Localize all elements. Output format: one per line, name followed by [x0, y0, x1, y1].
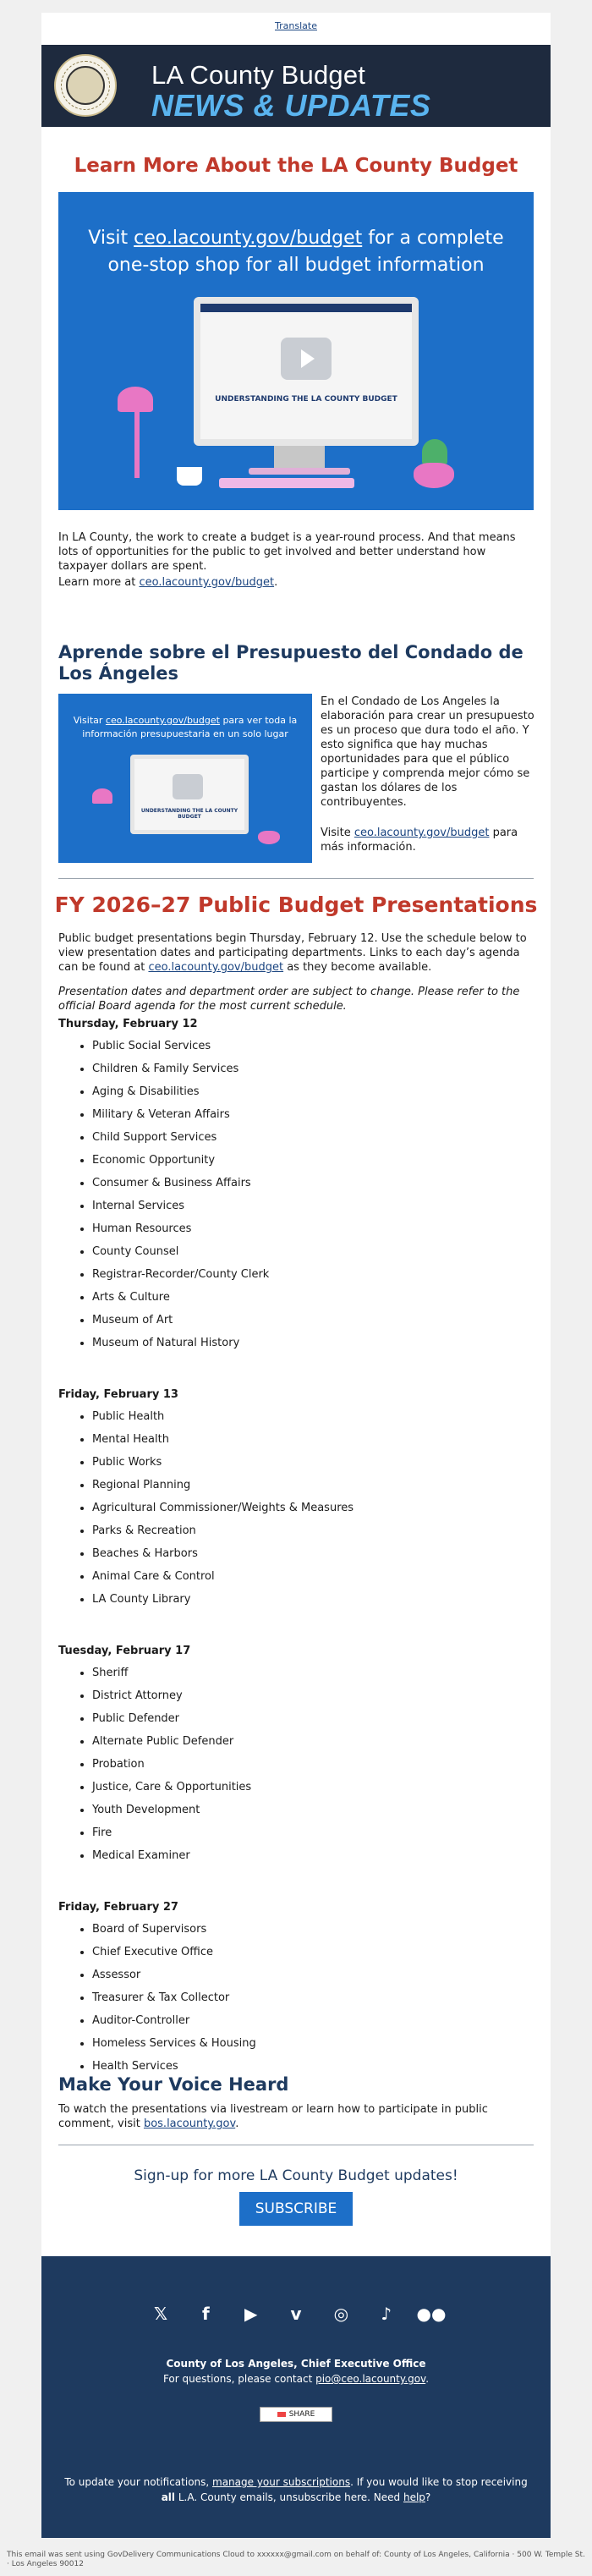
department-item: • Chief Executive Office: [92, 1941, 256, 1964]
budget-hero-image[interactable]: [58, 192, 534, 510]
section1-paragraph: In LA County, the work to create a budget is a year-round process. And that means lots of opportunities for the public to get involved and better understand how taxpayer dollars are spent.: [58, 531, 516, 573]
hero-line-1: Visit ceo.lacounty.gov/budget for a complete: [88, 228, 504, 249]
department-item: • Board of Supervisors: [92, 1918, 256, 1941]
department-item: • Assessor: [92, 1964, 256, 1986]
department-item: • Animal Care & Control: [92, 1565, 354, 1588]
signup-text: Sign-up for more LA County Budget updates!: [134, 2167, 458, 2184]
presentations-note: Presentation dates and department order are subject to change. Please refer to the official Board agenda for the most current schedule.: [58, 986, 520, 1013]
department-item: • Agricultural Commissioner/Weights & Measures: [92, 1497, 354, 1519]
day-list: [58, 1918, 256, 2078]
department-item: • District Attorney: [92, 1684, 251, 1707]
spanish-paragraph: En el Condado de Los Angeles la elaboración para crear un presupuesto es un proceso que dura todo el año. Y esto significa que hay muchas oportunidades para que el público participe y comprenda mejor cómo se gastan los dólares de los contribuyentes.: [321, 695, 534, 809]
section-title-voice: Make Your Voice Heard: [58, 2074, 289, 2095]
presentations-agenda-link[interactable]: ceo.lacounty.gov/budget: [148, 961, 284, 974]
lamp-arm: [134, 410, 140, 478]
bos-link[interactable]: bos.lacounty.gov: [143, 2117, 236, 2130]
department-item: • Museum of Art: [92, 1309, 269, 1332]
section-title-presentations: FY 2026–27 Public Budget Presentations: [54, 893, 538, 917]
department-item: • Human Resources: [92, 1217, 269, 1240]
monitor-stand: [274, 446, 325, 470]
spanish-image-link[interactable]: ceo.lacounty.gov/budget: [105, 715, 220, 726]
department-item: • Sheriff: [92, 1661, 251, 1684]
header-title: LA County Budget: [151, 60, 366, 90]
day-list: [58, 1035, 269, 1354]
instagram-icon[interactable]: ◎: [333, 2304, 349, 2324]
footer-questions: For questions, please contact pio@ceo.lacounty.gov.: [162, 2373, 430, 2385]
play-icon: [281, 338, 332, 380]
department-item: • Consumer & Business Affairs: [92, 1172, 269, 1195]
tiktok-icon[interactable]: ♪: [381, 2304, 392, 2324]
share-icon: [277, 2412, 286, 2417]
x-icon[interactable]: 𝕏: [153, 2304, 168, 2324]
department-item: • Treasurer & Tax Collector: [92, 1986, 256, 2009]
department-item: • Homeless Services & Housing: [92, 2032, 256, 2055]
department-item: • Registrar-Recorder/County Clerk: [92, 1263, 269, 1286]
manage-subscriptions-link[interactable]: manage your subscriptions: [212, 2476, 351, 2488]
learn-more-line: Learn more at ceo.lacounty.gov/budget.: [58, 576, 278, 589]
presentations-intro: Public budget presentations begin Thursday, February 12. Use the schedule below to view presentation dates and participating departments. Links to each day’s agenda can be found at ceo.lacounty.gov/budget as they become available.: [58, 932, 527, 974]
department-item: • Auditor-Controller: [92, 2009, 256, 2032]
department-item: • Parks & Recreation: [92, 1519, 354, 1542]
spanish-budget-image[interactable]: [58, 694, 312, 863]
pio-email-link[interactable]: pio@ceo.lacounty.gov: [315, 2373, 426, 2385]
day-heading: Thursday, February 12: [58, 1018, 198, 1030]
learn-more-link[interactable]: ceo.lacounty.gov/budget: [139, 576, 275, 589]
translate-container: [41, 20, 551, 31]
header-subtitle: NEWS & UPDATES: [151, 88, 431, 123]
footer-subscription-text: To update your notifications, manage your subscriptions. If you would like to stop receiving all L.A. County emails, unsubscribe here. Need help?: [64, 2476, 528, 2503]
mini-monitor-caption: UNDERSTANDING THE LA COUNTY BUDGET: [140, 808, 238, 820]
monitor-base: [249, 468, 350, 475]
flickr-icon[interactable]: ●●: [416, 2304, 447, 2324]
day-heading: Tuesday, February 17: [58, 1645, 191, 1657]
department-item: • Regional Planning: [92, 1474, 354, 1497]
department-item: • Medical Examiner: [92, 1844, 251, 1867]
hero-link[interactable]: ceo.lacounty.gov/budget: [134, 228, 363, 249]
department-item: • Alternate Public Defender: [92, 1730, 251, 1753]
mini-lamp-icon: [92, 788, 112, 804]
plant-pot: [414, 463, 454, 488]
spanish-visit-link[interactable]: ceo.lacounty.gov/budget: [354, 827, 490, 839]
facebook-icon[interactable]: f: [201, 2304, 210, 2324]
department-item: • Economic Opportunity: [92, 1149, 269, 1172]
county-seal-icon: [54, 54, 117, 117]
department-item: • Aging & Disabilities: [92, 1080, 269, 1103]
day-heading: Friday, February 27: [58, 1901, 178, 1914]
mini-play-icon: [173, 774, 203, 799]
share-button[interactable]: [260, 2407, 332, 2422]
department-item: • Beaches & Harbors: [92, 1542, 354, 1565]
mini-plant-icon: [258, 831, 280, 844]
department-item: • County Counsel: [92, 1240, 269, 1263]
hero-line-2: one-stop shop for all budget information: [107, 255, 485, 276]
voice-paragraph: To watch the presentations via livestream or learn how to participate in public comment, visit bos.lacounty.gov.: [58, 2103, 488, 2130]
email-header-banner: [41, 45, 551, 127]
section-title-learn-more: Learn More About the LA County Budget: [74, 155, 518, 177]
day-heading: Friday, February 13: [58, 1388, 178, 1401]
footer-org: County of Los Angeles, Chief Executive Office: [166, 2358, 426, 2370]
department-item: • Health Services: [92, 2055, 256, 2078]
spanish-image-text: Visitar ceo.lacounty.gov/budget para ver toda la información presupuestaria en un solo lugar: [73, 715, 298, 739]
department-item: • Child Support Services: [92, 1126, 269, 1149]
section-title-spanish: Aprende sobre el Presupuesto del Condado de Los Ángeles: [58, 642, 523, 684]
department-item: • Children & Family Services: [92, 1057, 269, 1080]
department-item: • Probation: [92, 1753, 251, 1776]
department-item: • Internal Services: [92, 1195, 269, 1217]
department-item: • Youth Development: [92, 1799, 251, 1821]
help-link[interactable]: help: [403, 2491, 425, 2503]
footer: [41, 2256, 551, 2538]
youtube-icon[interactable]: ▶: [244, 2304, 258, 2324]
department-item: • Public Health: [92, 1405, 354, 1428]
department-item: • Public Works: [92, 1451, 354, 1474]
department-item: • Mental Health: [92, 1428, 354, 1451]
translate-link[interactable]: Translate: [275, 20, 317, 31]
monitor-illustration: [194, 297, 419, 446]
subscribe-button[interactable]: SUBSCRIBE: [239, 2192, 353, 2226]
mini-monitor-illustration: [130, 755, 249, 834]
department-item: • Public Defender: [92, 1707, 251, 1730]
spanish-visit-line: Visite ceo.lacounty.gov/budget para más información.: [321, 827, 518, 854]
monitor-caption: UNDERSTANDING THE LA COUNTY BUDGET: [215, 395, 397, 404]
vimeo-icon[interactable]: v: [290, 2304, 302, 2324]
day-list: [58, 1661, 251, 1867]
plant-icon: [422, 439, 447, 464]
email-card: [41, 13, 551, 2538]
monitor-bar: [200, 304, 412, 312]
department-item: • Justice, Care & Opportunities: [92, 1776, 251, 1799]
share-label: SHARE: [288, 2410, 315, 2419]
keyboard-illustration: [219, 478, 354, 488]
divider: [58, 878, 534, 879]
department-item: • Fire: [92, 1821, 251, 1844]
social-links: [150, 2303, 447, 2325]
department-item: • Military & Veteran Affairs: [92, 1103, 269, 1126]
department-item: • LA County Library: [92, 1588, 354, 1611]
department-item: • Public Social Services: [92, 1035, 269, 1057]
seal-center: [66, 66, 105, 105]
cup-icon: [177, 467, 202, 486]
department-item: • Arts & Culture: [92, 1286, 269, 1309]
lamp-icon: [118, 387, 153, 412]
department-item: • Museum of Natural History: [92, 1332, 269, 1354]
day-list: [58, 1405, 354, 1611]
delivery-note: This email was sent using GovDelivery Communications Cloud to xxxxxx@gmail.com on behalf of: County of Los Angeles, California · 500 W. Temple St. · Los Angeles 90012: [7, 2551, 585, 2568]
